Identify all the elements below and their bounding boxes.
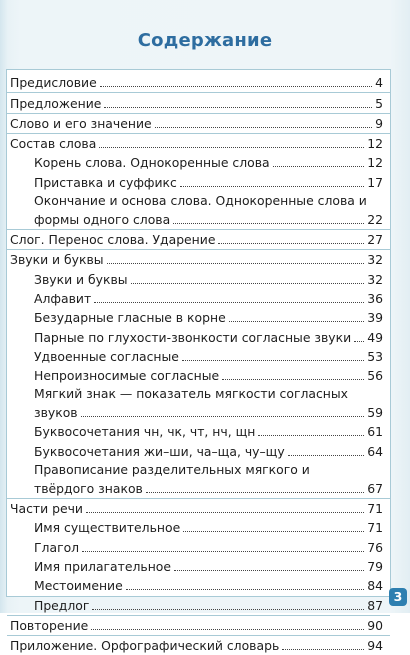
toc-subentry [7,308,390,327]
dot-leader [155,127,372,128]
toc-entry-page: 36 [367,290,383,306]
table-of-contents [6,69,391,654]
dot-leader [94,302,364,303]
dot-leader [91,629,364,630]
dot-leader [288,455,365,456]
toc-entry-title: Непроизносимые согласные [34,368,220,384]
dot-leader [180,186,364,187]
toc-entry-title: Слог. Перенос слова. Ударение [10,232,216,248]
dot-leader [173,223,364,224]
toc-subentry [7,192,390,229]
toc-entry-title-line2: формы одного слова [34,211,171,227]
toc-subentry [7,153,390,172]
dot-leader [258,435,364,436]
toc-subentry [7,422,390,441]
toc-entry-page: 59 [367,405,383,421]
toc-subentry [7,327,390,346]
toc-entry [7,73,390,92]
dot-leader [146,492,364,493]
toc-entry-page: 56 [367,368,383,384]
toc-entry-page: 5 [375,95,383,111]
toc-entry-page: 71 [367,501,383,517]
dot-leader [218,243,364,244]
toc-entry-title-line2: твёрдого знаков [34,480,143,496]
toc-entry-title: Части речи [10,501,83,517]
toc-entry-title: Алфавит [34,290,92,306]
toc-entry [7,134,390,153]
toc-entry-page: 53 [367,348,383,364]
toc-entry-page: 12 [367,155,383,171]
dot-leader [126,589,364,590]
toc-entry-title: Приложение. Орфографический словарь [10,638,280,654]
toc-entry-title: Звуки и буквы [34,271,128,287]
toc-entry-page: 49 [367,329,383,345]
toc-entry-page: 39 [367,310,383,326]
dot-leader [100,86,372,87]
toc-entry-page: 90 [367,617,383,633]
toc-entry [7,616,390,635]
toc-entry-title: Состав слова [10,136,97,152]
toc-entry-title-line1: Мягкий знак — показатель мягкости согласных [34,386,349,402]
dot-leader [182,360,364,361]
toc-entry-page: 76 [367,539,383,555]
toc-entry-title-line1: Окончание и основа слова. Однокоренные слова и [34,192,367,208]
toc-subentry [7,537,390,556]
toc-entry-page: 79 [367,558,383,574]
toc-entry-page: 4 [375,75,383,91]
toc-entry-page: 71 [367,520,383,536]
toc-subentry [7,385,390,422]
toc-entry-title: Повторение [10,617,89,633]
toc-entry-title: Глагол [34,539,80,555]
toc-subentry [7,441,390,460]
dot-leader [131,283,365,284]
toc-subentry [7,347,390,366]
toc-entry-title: Имя существительное [34,520,181,536]
dot-leader [229,321,365,322]
toc-entry-page: 87 [367,597,383,613]
dot-leader [273,166,365,167]
toc-entry-page: 9 [375,115,383,131]
toc-entry [7,499,390,518]
toc-entry-title: Парные по глухости-звонкости согласные звуки [34,329,352,345]
toc-entry-page: 94 [367,638,383,654]
toc-subentry [7,366,390,385]
dot-leader [86,512,364,513]
toc-entry [7,250,390,269]
toc-subentry [7,557,390,576]
page-title: Содержание [137,30,273,51]
toc-entry-title: Предисловие [10,75,97,91]
toc-entry-title: Предлог [34,597,90,613]
toc-entry-title: Звуки и буквы [10,252,104,268]
dot-leader [107,263,365,264]
toc-entry-title: Предложение [10,95,102,111]
dot-leader [222,379,364,380]
toc-entry-page: 32 [367,271,383,287]
toc-entry-title: Безударные гласные в корне [34,310,226,326]
toc-entry-page: 17 [367,174,383,190]
toc-entry-title: Слово и его значение [10,115,152,131]
dot-leader [174,570,364,571]
toc-entry-title-line2: звуков [34,405,78,421]
toc-subentry [7,289,390,308]
toc-subentry [7,172,390,191]
dot-leader [104,107,372,108]
toc-entry-title: Удвоенные согласные [34,348,179,364]
toc-subentry [7,595,390,614]
toc-entry [7,230,390,249]
toc-entry-page: 22 [367,211,383,227]
toc-entry-page: 61 [367,424,383,440]
dot-leader [183,531,364,532]
toc-entry-page: 67 [367,480,383,496]
toc-entry-title: Приставка и суффикс [34,174,177,190]
toc-entry-title: Буквосочетания чн, чк, чт, нч, щн [34,424,256,440]
dot-leader [81,416,365,417]
toc-entries [7,73,390,655]
toc-subentry [7,576,390,595]
toc-entry-page: 27 [367,232,383,248]
toc-entry-page: 12 [367,136,383,152]
toc-entry-page: 32 [367,252,383,268]
toc-entry [7,114,390,133]
toc-subentry [7,461,390,498]
dot-leader [92,609,364,610]
toc-subentry [7,269,390,288]
toc-entry-title: Корень слова. Однокоренные слова [34,155,270,171]
dot-leader [354,341,364,342]
toc-entry-page: 64 [367,443,383,459]
toc-subentry [7,518,390,537]
toc-entry-title-line1: Правописание разделительных мягкого и [34,461,310,477]
toc-entry-title: Буквосочетания жи–ши, ча–ща, чу–щу [34,443,285,459]
toc-entry-page: 84 [367,578,383,594]
toc-entry-title: Имя прилагательное [34,558,172,574]
page-number-badge: 3 [389,588,407,606]
toc-entry-title: Местоимение [34,578,123,594]
dot-leader [82,551,364,552]
toc-entry [7,93,390,112]
dot-leader [99,147,364,148]
toc-entry [7,636,390,655]
dot-leader [282,649,364,650]
